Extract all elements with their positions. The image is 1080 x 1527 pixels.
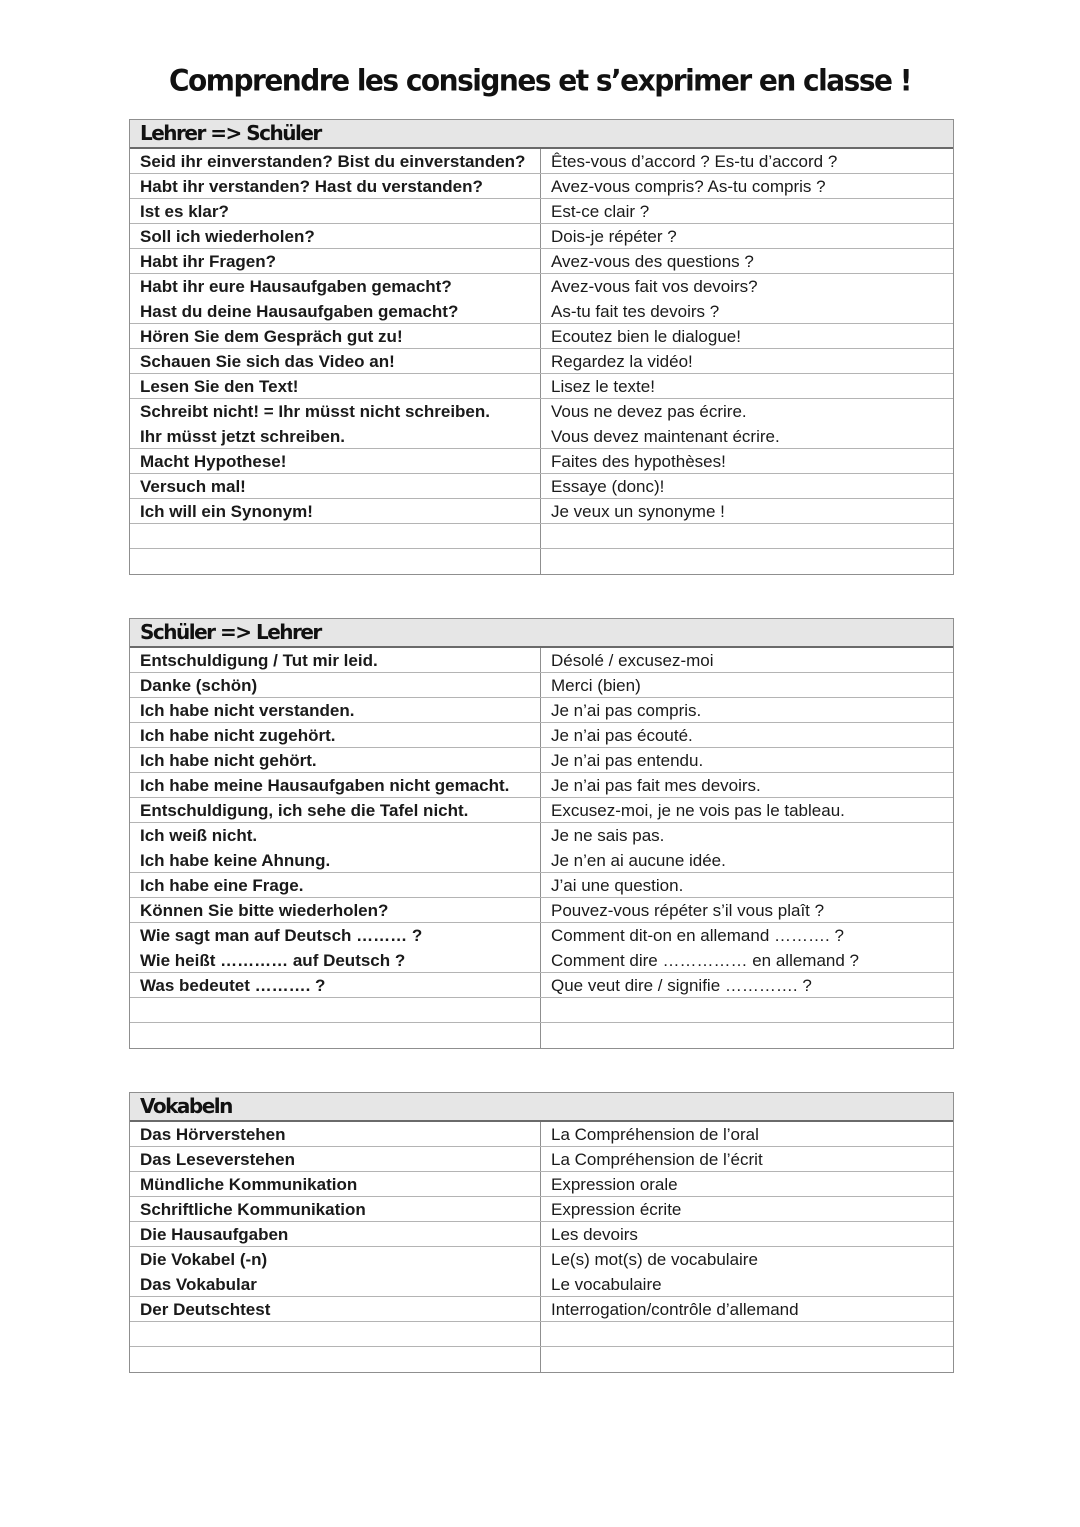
- german-phrase-cell: [130, 973, 541, 997]
- french-translation-cell: [541, 998, 953, 1022]
- french-translation: Lisez le texte!: [551, 377, 655, 396]
- german-phrase-cell: [130, 399, 541, 448]
- german-phrase: Die Vokabel (-n): [140, 1250, 268, 1269]
- german-phrase: Ich habe meine Hausaufgaben nicht gemacht.: [140, 776, 510, 795]
- german-phrase-cell: [130, 524, 541, 548]
- table-row: [130, 349, 953, 374]
- french-translation-cell: [541, 224, 953, 248]
- german-phrase: Seid ihr einverstanden? Bist du einverstanden?: [140, 152, 526, 171]
- german-phrase: [140, 998, 530, 1022]
- german-phrase-cell: [130, 1222, 541, 1246]
- table-row: [130, 1023, 953, 1048]
- phrase-table: [130, 149, 953, 574]
- german-phrase: Schreibt nicht! = Ihr müsst nicht schreiben.: [140, 402, 490, 421]
- french-translation: Je n’ai pas compris.: [551, 701, 702, 720]
- german-phrase: [140, 549, 530, 574]
- french-translation: La Compréhension de l’oral: [551, 1125, 759, 1144]
- german-phrase: Wie heißt ………… auf Deutsch ?: [140, 951, 406, 970]
- french-translation: [551, 1023, 943, 1048]
- table-row: [130, 1222, 953, 1247]
- french-translation: Merci (bien): [551, 676, 641, 695]
- german-phrase-cell: [130, 723, 541, 747]
- french-translation: [551, 524, 943, 548]
- french-translation-cell: [541, 1147, 953, 1171]
- french-translation: Vous ne devez pas écrire.: [551, 402, 747, 421]
- german-phrase: Können Sie bitte wiederholen?: [140, 901, 389, 920]
- german-phrase-cell: [130, 249, 541, 273]
- french-translation-cell: [541, 873, 953, 897]
- german-phrase-cell: [130, 1023, 541, 1048]
- table-row: [130, 549, 953, 574]
- french-translation: Essaye (donc)!: [551, 477, 665, 496]
- german-phrase: Das Vokabular: [140, 1275, 257, 1294]
- french-translation-cell: [541, 823, 953, 872]
- german-phrase-cell: [130, 998, 541, 1022]
- german-phrase-cell: [130, 773, 541, 797]
- table-row: [130, 873, 953, 898]
- table-row: [130, 374, 953, 399]
- german-phrase-cell: [130, 1197, 541, 1221]
- german-phrase: Ich habe nicht gehört.: [140, 751, 317, 770]
- french-translation: Comment dit-on en allemand ………. ?: [551, 926, 844, 945]
- table-row: [130, 199, 953, 224]
- german-phrase: Ich habe nicht verstanden.: [140, 701, 355, 720]
- french-translation: Avez-vous des questions ?: [551, 252, 754, 271]
- french-translation-cell: [541, 1322, 953, 1346]
- french-translation-cell: [541, 798, 953, 822]
- german-phrase-cell: [130, 798, 541, 822]
- table-row: [130, 898, 953, 923]
- french-translation: Regardez la vidéo!: [551, 352, 693, 371]
- table-row: [130, 1297, 953, 1322]
- german-phrase: Macht Hypothese!: [140, 452, 287, 471]
- table-row: [130, 798, 953, 823]
- french-translation-cell: [541, 349, 953, 373]
- french-translation-cell: [541, 174, 953, 198]
- table-row: [130, 449, 953, 474]
- german-phrase-cell: [130, 1172, 541, 1196]
- french-translation-cell: [541, 499, 953, 523]
- french-translation-cell: [541, 1297, 953, 1321]
- french-translation-cell: [541, 648, 953, 672]
- german-phrase: Habt ihr eure Hausaufgaben gemacht?: [140, 277, 452, 296]
- table-row: [130, 773, 953, 798]
- german-phrase: [140, 524, 530, 548]
- german-phrase-cell: [130, 898, 541, 922]
- french-translation: Le(s) mot(s) de vocabulaire: [551, 1250, 758, 1269]
- german-phrase: Ich habe nicht zugehört.: [140, 726, 336, 745]
- french-translation: Comment dire …………… en allemand ?: [551, 951, 860, 970]
- german-phrase: Hast du deine Hausaufgaben gemacht?: [140, 302, 459, 321]
- german-phrase-cell: [130, 698, 541, 722]
- table-row: [130, 698, 953, 723]
- french-translation: Expression écrite: [551, 1200, 682, 1219]
- french-translation: Avez-vous compris? As-tu compris ?: [551, 177, 826, 196]
- german-phrase: Ich habe keine Ahnung.: [140, 851, 331, 870]
- french-translation: [551, 549, 943, 574]
- table-row: [130, 1347, 953, 1372]
- table-row: [130, 723, 953, 748]
- french-translation: Je n’ai pas écouté.: [551, 726, 693, 745]
- german-phrase: Hören Sie dem Gespräch gut zu!: [140, 327, 403, 346]
- french-translation-cell: [541, 673, 953, 697]
- table-row: [130, 524, 953, 549]
- french-translation-cell: [541, 973, 953, 997]
- french-translation-cell: [541, 1172, 953, 1196]
- french-translation-cell: [541, 898, 953, 922]
- french-translation-cell: [541, 374, 953, 398]
- phrase-table: [130, 1122, 953, 1372]
- french-translation: Expression orale: [551, 1175, 678, 1194]
- table-row: [130, 823, 953, 873]
- french-translation: Désolé / excusez-moi: [551, 651, 714, 670]
- french-translation-cell: [541, 274, 953, 323]
- german-phrase: Ich habe eine Frage.: [140, 876, 304, 895]
- french-translation-cell: [541, 549, 953, 574]
- german-phrase-cell: [130, 374, 541, 398]
- french-translation: [551, 998, 943, 1022]
- german-phrase: Soll ich wiederholen?: [140, 227, 315, 246]
- section-schueler-lehrer: [129, 618, 954, 1049]
- german-phrase: Habt ihr verstanden? Hast du verstanden?: [140, 177, 483, 196]
- french-translation: Interrogation/contrôle d’allemand: [551, 1300, 799, 1319]
- german-phrase-cell: [130, 499, 541, 523]
- german-phrase: Der Deutschtest: [140, 1300, 271, 1319]
- french-translation-cell: [541, 1347, 953, 1372]
- table-row: [130, 673, 953, 698]
- french-translation-cell: [541, 773, 953, 797]
- french-translation: As-tu fait tes devoirs ?: [551, 302, 720, 321]
- german-phrase-cell: [130, 823, 541, 872]
- german-phrase: Danke (schön): [140, 676, 258, 695]
- table-row: [130, 249, 953, 274]
- french-translation: Le vocabulaire: [551, 1275, 662, 1294]
- french-translation: Êtes-vous d’accord ? Es-tu d’accord ?: [551, 152, 838, 171]
- table-row: [130, 474, 953, 499]
- phrase-table: [130, 648, 953, 1048]
- table-row: [130, 324, 953, 349]
- german-phrase-cell: [130, 1247, 541, 1296]
- french-translation: [551, 1347, 943, 1372]
- french-translation-cell: [541, 748, 953, 772]
- french-translation-cell: [541, 698, 953, 722]
- german-phrase-cell: [130, 873, 541, 897]
- german-phrase: [140, 1347, 530, 1372]
- german-phrase: Mündliche Kommunikation: [140, 1175, 358, 1194]
- german-phrase: Schauen Sie sich das Video an!: [140, 352, 395, 371]
- german-phrase: Ich weiß nicht.: [140, 826, 258, 845]
- french-translation: Je n’en ai aucune idée.: [551, 851, 726, 870]
- german-phrase-cell: [130, 349, 541, 373]
- french-translation-cell: [541, 149, 953, 173]
- german-phrase-cell: [130, 648, 541, 672]
- table-row: [130, 1172, 953, 1197]
- table-row: [130, 1197, 953, 1222]
- german-phrase: Wie sagt man auf Deutsch ……… ?: [140, 926, 423, 945]
- german-phrase-cell: [130, 549, 541, 574]
- table-row: [130, 1322, 953, 1347]
- german-phrase-cell: [130, 748, 541, 772]
- french-translation: Je veux un synonyme !: [551, 502, 725, 521]
- german-phrase-cell: [130, 274, 541, 323]
- french-translation-cell: [541, 199, 953, 223]
- table-row: [130, 923, 953, 973]
- french-translation-cell: [541, 474, 953, 498]
- french-translation-cell: [541, 524, 953, 548]
- german-phrase: [140, 1322, 530, 1346]
- table-row: [130, 1147, 953, 1172]
- french-translation-cell: [541, 923, 953, 972]
- french-translation-cell: [541, 1023, 953, 1048]
- french-translation: Je n’ai pas fait mes devoirs.: [551, 776, 761, 795]
- german-phrase-cell: [130, 199, 541, 223]
- german-phrase-cell: [130, 1322, 541, 1346]
- german-phrase: [140, 1023, 530, 1048]
- table-row: [130, 499, 953, 524]
- section-lehrer-schueler: [129, 119, 954, 575]
- section-header: Vokabeln: [130, 1093, 953, 1122]
- german-phrase: Schriftliche Kommunikation: [140, 1200, 366, 1219]
- french-translation: Ecoutez bien le dialogue!: [551, 327, 741, 346]
- section-header: Schüler => Lehrer: [130, 619, 953, 648]
- german-phrase: Die Hausaufgaben: [140, 1225, 289, 1244]
- french-translation: Pouvez-vous répéter s’il vous plaît ?: [551, 901, 825, 920]
- french-translation: Avez-vous fait vos devoirs?: [551, 277, 758, 296]
- french-translation: Je n’ai pas entendu.: [551, 751, 704, 770]
- table-row: [130, 748, 953, 773]
- french-translation: [551, 1322, 943, 1346]
- table-row: [130, 998, 953, 1023]
- french-translation: Est-ce clair ?: [551, 202, 650, 221]
- table-row: [130, 274, 953, 324]
- table-row: [130, 973, 953, 998]
- german-phrase: Entschuldigung / Tut mir leid.: [140, 651, 378, 670]
- german-phrase: Ist es klar?: [140, 202, 229, 221]
- french-translation: Que veut dire / signifie …………. ?: [551, 976, 812, 995]
- table-row: [130, 648, 953, 673]
- german-phrase: Das Hörverstehen: [140, 1125, 286, 1144]
- french-translation-cell: [541, 249, 953, 273]
- german-phrase: Entschuldigung, ich sehe die Tafel nicht.: [140, 801, 469, 820]
- french-translation: J’ai une question.: [551, 876, 684, 895]
- german-phrase-cell: [130, 1147, 541, 1171]
- german-phrase-cell: [130, 923, 541, 972]
- french-translation: Vous devez maintenant écrire.: [551, 427, 780, 446]
- table-row: [130, 1247, 953, 1297]
- german-phrase-cell: [130, 1297, 541, 1321]
- french-translation-cell: [541, 1222, 953, 1246]
- german-phrase-cell: [130, 324, 541, 348]
- french-translation-cell: [541, 399, 953, 448]
- german-phrase-cell: [130, 673, 541, 697]
- french-translation: Dois-je répéter ?: [551, 227, 677, 246]
- page-title: Comprendre les consignes et s’exprimer en classe !: [169, 63, 911, 98]
- table-row: [130, 399, 953, 449]
- table-row: [130, 149, 953, 174]
- german-phrase: Was bedeutet ………. ?: [140, 976, 326, 995]
- german-phrase: Das Leseverstehen: [140, 1150, 295, 1169]
- german-phrase-cell: [130, 1122, 541, 1146]
- german-phrase-cell: [130, 174, 541, 198]
- french-translation-cell: [541, 723, 953, 747]
- french-translation: Les devoirs: [551, 1225, 638, 1244]
- french-translation: Excusez-moi, je ne vois pas le tableau.: [551, 801, 845, 820]
- section-vokabeln: [129, 1092, 954, 1373]
- german-phrase: Ihr müsst jetzt schreiben.: [140, 427, 345, 446]
- french-translation-cell: [541, 1247, 953, 1296]
- german-phrase: Lesen Sie den Text!: [140, 377, 299, 396]
- french-translation-cell: [541, 1197, 953, 1221]
- table-row: [130, 1122, 953, 1147]
- french-translation: Je ne sais pas.: [551, 826, 665, 845]
- german-phrase-cell: [130, 474, 541, 498]
- french-translation-cell: [541, 1122, 953, 1146]
- french-translation: La Compréhension de l’écrit: [551, 1150, 763, 1169]
- german-phrase: Ich will ein Synonym!: [140, 502, 313, 521]
- german-phrase-cell: [130, 1347, 541, 1372]
- french-translation-cell: [541, 324, 953, 348]
- table-row: [130, 224, 953, 249]
- german-phrase: Habt ihr Fragen?: [140, 252, 277, 271]
- french-translation: Faites des hypothèses!: [551, 452, 726, 471]
- german-phrase-cell: [130, 449, 541, 473]
- german-phrase: Versuch mal!: [140, 477, 246, 496]
- german-phrase-cell: [130, 224, 541, 248]
- french-translation-cell: [541, 449, 953, 473]
- german-phrase-cell: [130, 149, 541, 173]
- section-header: Lehrer => Schüler: [130, 120, 953, 149]
- table-row: [130, 174, 953, 199]
